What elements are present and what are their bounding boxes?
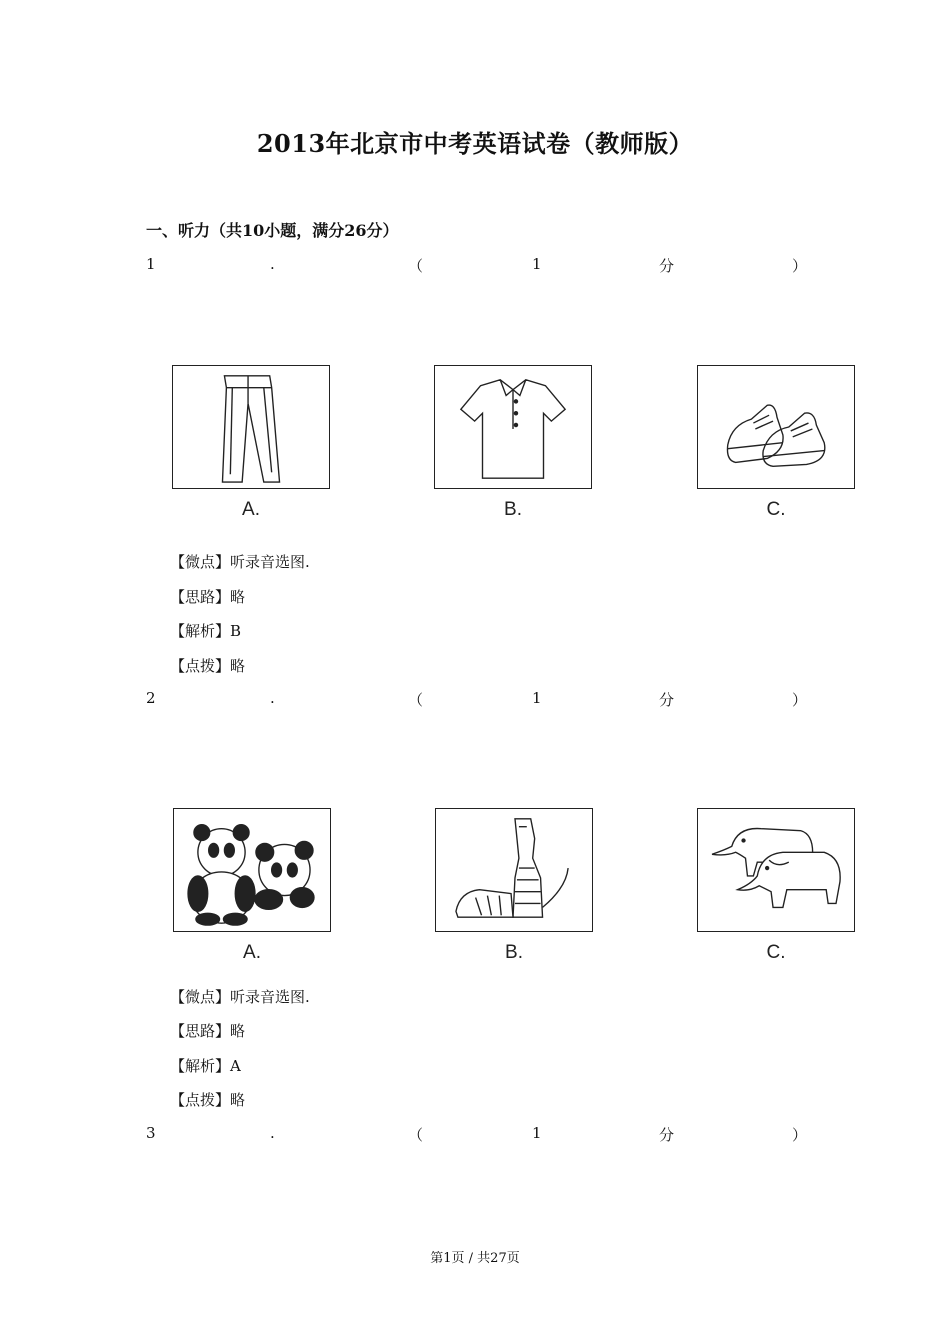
elephants-icon [698, 809, 854, 931]
right-paren: ） [792, 691, 808, 709]
right-paren: ） [792, 257, 808, 275]
shirt-icon [435, 366, 591, 488]
tigers-icon [436, 809, 592, 931]
option-b [434, 365, 592, 521]
picture-frame [172, 365, 330, 489]
question-points: 1 [532, 255, 542, 273]
option-c [697, 808, 855, 964]
option-letter: A. [242, 499, 260, 520]
question-points: 1 [532, 1124, 542, 1142]
question-number: 1 [146, 255, 156, 273]
note-tip: 【点拨】略 [170, 657, 246, 675]
question-dot: . [270, 689, 275, 707]
note-answer: 【解析】B [170, 622, 242, 640]
left-paren: （ [408, 257, 424, 275]
option-a [172, 365, 330, 521]
question-points: 1 [532, 689, 542, 707]
picture-frame [435, 808, 593, 932]
note-tip: 【点拨】略 [170, 1091, 246, 1109]
trousers-icon [173, 366, 329, 488]
left-paren: （ [408, 691, 424, 709]
note-point: 【微点】听录音选图. [170, 553, 310, 571]
picture-frame [697, 365, 855, 489]
note-answer: 【解析】A [170, 1057, 241, 1075]
question-header [146, 1124, 806, 1144]
option-letter: C. [766, 499, 786, 520]
question-dot: . [270, 255, 275, 273]
picture-frame [697, 808, 855, 932]
left-paren: （ [408, 1126, 424, 1144]
picture-frame [173, 808, 331, 932]
picture-frame [434, 365, 592, 489]
right-paren: ） [792, 1126, 808, 1144]
option-letter: C. [766, 942, 786, 963]
question-header [146, 689, 806, 709]
pandas-icon [174, 809, 330, 931]
question-number: 3 [146, 1124, 156, 1142]
option-letter: B. [505, 942, 523, 963]
points-unit: 分 [659, 257, 675, 275]
option-letter: B. [504, 499, 522, 520]
page-footer: 第1页 / 共27页 [430, 1251, 520, 1266]
points-unit: 分 [659, 691, 675, 709]
note-approach: 【思路】略 [170, 588, 246, 606]
note-point: 【微点】听录音选图. [170, 988, 310, 1006]
question-number: 2 [146, 689, 156, 707]
question-header [146, 255, 806, 275]
note-approach: 【思路】略 [170, 1022, 246, 1040]
option-b [435, 808, 593, 964]
option-a [173, 808, 331, 964]
option-c [697, 365, 855, 521]
question-dot: . [270, 1124, 275, 1142]
page-title: 2013年北京市中考英语试卷（教师版） [256, 129, 694, 158]
option-letter: A. [243, 942, 261, 963]
shoes-icon [698, 366, 854, 488]
section-heading: 一、听力（共10小题，满分26分） [146, 221, 399, 240]
points-unit: 分 [659, 1126, 675, 1144]
